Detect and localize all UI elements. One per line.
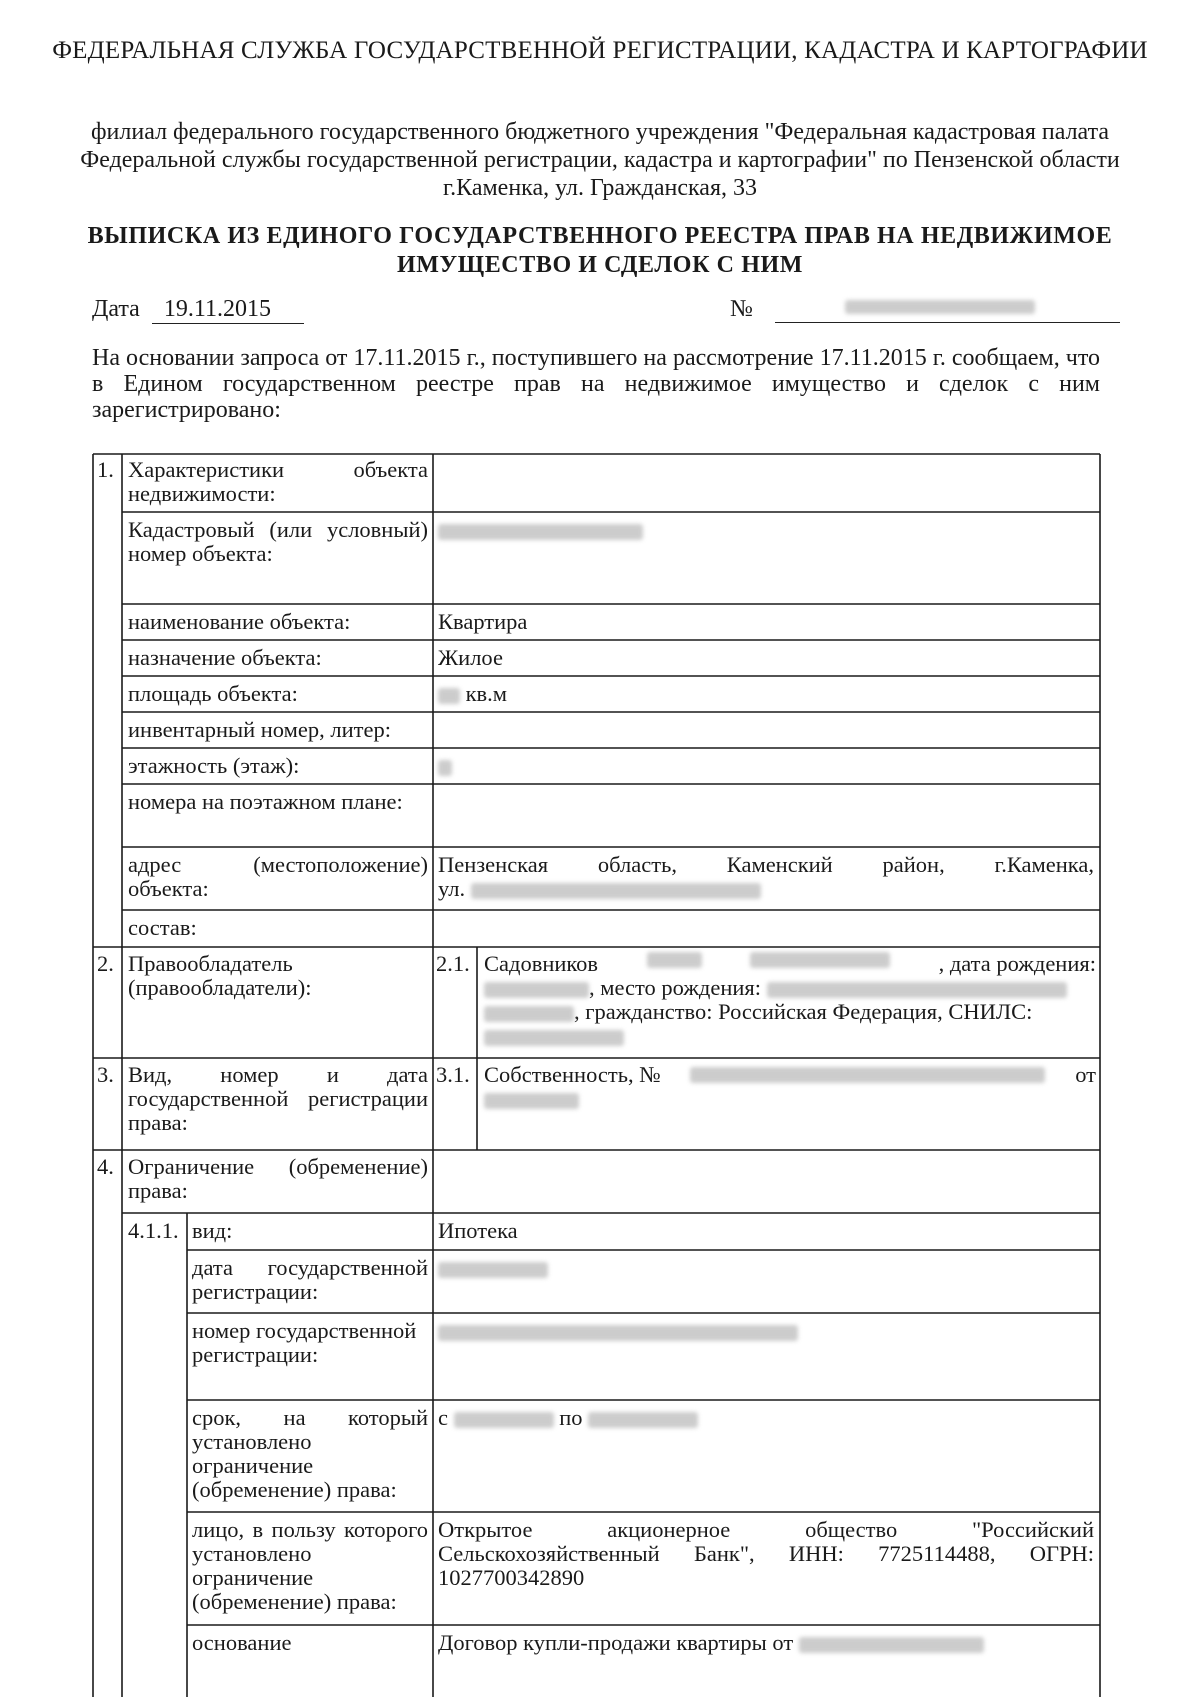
beneficiary-label: лицо, в пользу которого установлено ограничение (обременение) права: xyxy=(192,1517,428,1614)
reg-date-value-redacted xyxy=(438,1256,548,1280)
address-label: адрес (местоположение) объекта: xyxy=(128,852,428,901)
holder-surname: Садовников xyxy=(484,951,599,976)
cadastral-number-label: Кадастровый (или условный) номер объекта: xyxy=(128,517,428,566)
redaction-mark xyxy=(484,1006,574,1022)
section3-label: Вид, номер и дата государственной регистрации права: xyxy=(128,1062,428,1135)
section2-label: Правообладатель (правообладатели): xyxy=(128,951,312,1000)
object-purpose-label: назначение объекта: xyxy=(128,645,322,670)
redaction-mark xyxy=(750,952,890,968)
area-unit: кв.м xyxy=(465,681,508,706)
number-label: № xyxy=(730,296,753,322)
redaction-mark xyxy=(438,1262,548,1278)
redaction-mark xyxy=(454,1412,554,1428)
inventory-number-label: инвентарный номер, литер: xyxy=(128,717,391,742)
term-label: срок, на который установлено ограничение (обременение) права: xyxy=(192,1405,428,1502)
basis-value xyxy=(438,1631,984,1655)
redaction-mark xyxy=(767,982,1067,998)
beneficiary-value: Открытое акционерное общество "Российский Сельскохозяйственный Банк", ИНН: 7725114488, ОГРН: 1027700342890 xyxy=(438,1517,1094,1590)
street-prefix: ул. xyxy=(438,876,466,901)
address-value-line1: Пензенская область, Каменский район, г.Каменка, xyxy=(438,852,1094,877)
section1-label: Характеристики объекта недвижимости: xyxy=(128,457,428,506)
section3-subnumber: 3.1. xyxy=(436,1062,470,1087)
term-from-word: с xyxy=(438,1405,448,1430)
cadastral-number-value-redacted xyxy=(438,518,643,542)
address-value-line2 xyxy=(438,877,761,901)
redaction-mark xyxy=(799,1637,984,1653)
redaction-mark xyxy=(690,1067,1045,1083)
redaction-mark xyxy=(438,688,460,704)
redaction-mark xyxy=(471,883,761,899)
object-area-label: площадь объекта: xyxy=(128,681,298,706)
from-word: от xyxy=(1075,1062,1096,1087)
basis-text: Договор купли-продажи квартиры от xyxy=(438,1630,794,1655)
floorplan-numbers-label: номера на поэтажном плане: xyxy=(128,789,403,814)
redaction-mark xyxy=(647,952,702,968)
birth-place-label: , место рождения: xyxy=(589,975,762,1000)
redaction-mark xyxy=(438,524,643,540)
date-value: 19.11.2015 xyxy=(152,296,304,324)
intro-paragraph: На основании запроса от 17.11.2015 г., поступившего на рассмотрение 17.11.2015 г. сообщаем, что в Едином государственном реестре прав на недвижимое имущество и сделок с ним зарегистрировано: xyxy=(92,345,1100,423)
right-registration-value xyxy=(484,1063,1096,1111)
section4-number: 4. xyxy=(97,1154,114,1179)
document-title: ВЫПИСКА ИЗ ЕДИНОГО ГОСУДАРСТВЕННОГО РЕЕСТРА ПРАВ НА НЕДВИЖИМОЕ ИМУЩЕСТВО И СДЕЛОК С НИМ xyxy=(87,223,1113,278)
redaction-mark xyxy=(484,982,589,998)
right-type: Собственность, № xyxy=(484,1062,661,1087)
basis-label: основание xyxy=(192,1630,292,1655)
object-name-value: Квартира xyxy=(438,609,528,634)
redaction-mark xyxy=(588,1412,698,1428)
reg-date-label: дата государственной регистрации: xyxy=(192,1255,428,1304)
floors-label: этажность (этаж): xyxy=(128,753,300,778)
object-purpose-value: Жилое xyxy=(438,645,503,670)
citizenship-text: , гражданство: Российская Федерация, СНИЛС: xyxy=(574,999,1033,1024)
section4-subnumber: 4.1.1. xyxy=(128,1218,179,1243)
term-to-word: по xyxy=(559,1405,583,1430)
reg-number-value-redacted xyxy=(438,1319,798,1343)
redaction-mark xyxy=(484,1093,579,1109)
object-name-label: наименование объекта: xyxy=(128,609,351,634)
birth-date-label: , дата рождения: xyxy=(938,951,1096,976)
encumbrance-kind-label: вид: xyxy=(192,1218,233,1243)
term-value xyxy=(438,1406,698,1430)
date-label: Дата xyxy=(92,296,140,322)
composition-label: состав: xyxy=(128,915,197,940)
section3-number: 3. xyxy=(97,1062,114,1087)
section4-label: Ограничение (обременение) права: xyxy=(128,1154,428,1203)
section2-number: 2. xyxy=(97,951,114,976)
right-holder-value xyxy=(484,952,1096,1048)
branch-name: филиал федерального государственного бюджетного учреждения "Федеральная кадастровая палата Федеральной службы государственной регистрации, кадастра и картографии" по Пензенской области г.Каменка, ул. Гражданская, 33 xyxy=(80,119,1120,201)
object-area-value xyxy=(438,682,507,706)
redaction-mark xyxy=(438,760,452,776)
floors-value-redacted xyxy=(438,754,452,778)
agency-title: ФЕДЕРАЛЬНАЯ СЛУЖБА ГОСУДАРСТВЕННОЙ РЕГИСТРАЦИИ, КАДАСТРА И КАРТОГРАФИИ xyxy=(52,37,1148,64)
encumbrance-kind-value: Ипотека xyxy=(438,1218,518,1243)
section1-number: 1. xyxy=(97,457,114,482)
section2-subnumber: 2.1. xyxy=(436,951,470,976)
redaction-mark xyxy=(438,1325,798,1341)
redaction-mark xyxy=(484,1030,624,1046)
reg-number-label: номер государственной регистрации: xyxy=(192,1318,417,1367)
